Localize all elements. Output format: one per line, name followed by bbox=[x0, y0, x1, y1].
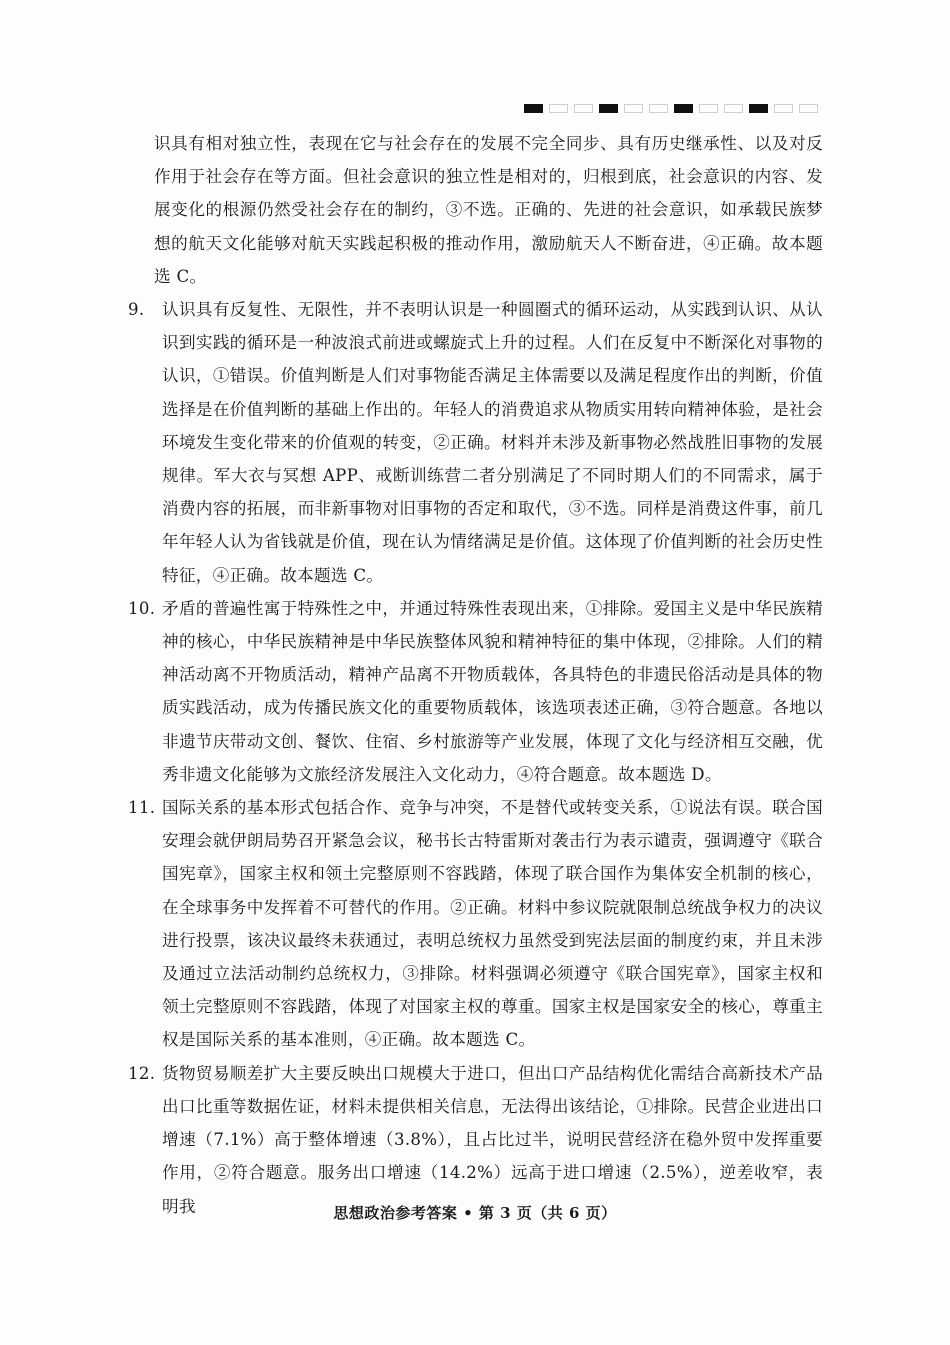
white-mark bbox=[549, 104, 568, 113]
white-mark bbox=[799, 104, 818, 113]
item-text: 矛盾的普遍性寓于特殊性之中，并通过特殊性表现出来，①排除。爱国主义是中华民族精神的核心，中华民族精神是中华民族整体风貌和精神特征的集中体现，②排除。人们的精神活动离不开物质活动，精神产品离不开物质载体，各具特色的非遗民俗活动是具体的物质实践活动，成为传播民族文化的重要物质载体，该选项表述正确，③符合题意。各地以非遗节庆带动文创、餐饮、住宿、乡村旅游等产业发展，体现了文化与经济相互交融，优秀非遗文化能够为文旅经济发展注入文化动力，④符合题意。故本题选 D。 bbox=[162, 598, 823, 784]
item-number: 10. bbox=[128, 598, 156, 618]
black-mark bbox=[524, 104, 543, 113]
black-mark bbox=[674, 104, 693, 113]
item-text: 货物贸易顺差扩大主要反映出口规模大于进口，但出口产品结构优化需结合高新技术产品出口比重等数据佐证，材料未提供相关信息，无法得出该结论，①排除。民营企业进出口增速（7.1%）高于整体增速（3.8%），且占比过半，说明民营经济在稳外贸中发挥重要作用，②符合题意。服务出口增速（14.2%）远高于进口增速（2.5%），逆差收窄，表明我 bbox=[162, 1063, 823, 1216]
answer-item-9 bbox=[128, 293, 823, 592]
white-mark bbox=[624, 104, 643, 113]
header-registration-marks bbox=[524, 104, 824, 113]
item-text: 认识具有反复性、无限性，并不表明认识是一种圆圈式的循环运动，从实践到认识、从认识到实践的循环是一种波浪式前进或螺旋式上升的过程。人们在反复中不断深化对事物的认识，①错误。价值判断是人们对事物能否满足主体需要以及满足程度作出的判断，价值选择是在价值判断的基础上作出的。年轻人的消费追求从物质实用转向精神体验，是社会环境发生变化带来的价值观的转变，②正确。材料并未涉及新事物必然战胜旧事物的发展规律。军大衣与冥想 APP、戒断训练营二者分别满足了不同时期人们的不同需求，属于消费内容的拓展，而非新事物对旧事物的否定和取代，③不选。同样是消费这件事，前几年年轻人认为省钱就是价值，现在认为情绪满足是价值。这体现了价值判断的社会历史性特征，④正确。故本题选 C。 bbox=[162, 300, 823, 585]
answer-item-11 bbox=[128, 791, 823, 1057]
white-mark bbox=[699, 104, 718, 113]
item-number: 12. bbox=[128, 1063, 156, 1083]
page-footer: 思想政治参考答案 • 第 3 页（共 6 页） bbox=[333, 1204, 617, 1222]
item-number: 11. bbox=[128, 798, 156, 818]
white-mark bbox=[574, 104, 593, 113]
item-text: 国际关系的基本形式包括合作、竞争与冲突，不是替代或转变关系，①说法有误。联合国安理会就伊朗局势召开紧急会议，秘书长古特雷斯对袭击行为表示谴责，强调遵守《联合国宪章》，国家主权和领土完整原则不容践踏，体现了联合国作为集体安全机制的核心，在全球事务中发挥着不可替代的作用。②正确。材料中参议院就限制总统战争权力的决议进行投票，该决议最终未获通过，表明总统权力虽然受到宪法层面的制度约束，并且未涉及通过立法活动制约总统权力，③排除。材料强调必须遵守《联合国宪章》，国家主权和领土完整原则不容践踏，体现了对国家主权的尊重。国家主权是国家安全的核心，尊重主权是国际关系的基本准则，④正确。故本题选 C。 bbox=[162, 798, 823, 1050]
white-mark bbox=[724, 104, 743, 113]
black-mark bbox=[599, 104, 618, 113]
answer-body bbox=[128, 127, 823, 1223]
white-mark bbox=[774, 104, 793, 113]
answer-item-12 bbox=[128, 1057, 823, 1223]
continued-paragraph: 识具有相对独立性，表现在它与社会存在的发展不完全同步、具有历史继承性、以及对反作用于社会存在等方面。但社会意识的独立性是相对的，归根到底，社会意识的内容、发展变化的根源仍然受社会存在的制约，③不选。正确的、先进的社会意识，如承载民族梦想的航天文化能够对航天实践起积极的推动作用，激励航天人不断奋进，④正确。故本题选 C。 bbox=[154, 134, 823, 286]
item-number: 9. bbox=[128, 300, 145, 320]
black-mark bbox=[749, 104, 768, 113]
white-mark bbox=[649, 104, 668, 113]
answer-item-10 bbox=[128, 592, 823, 791]
